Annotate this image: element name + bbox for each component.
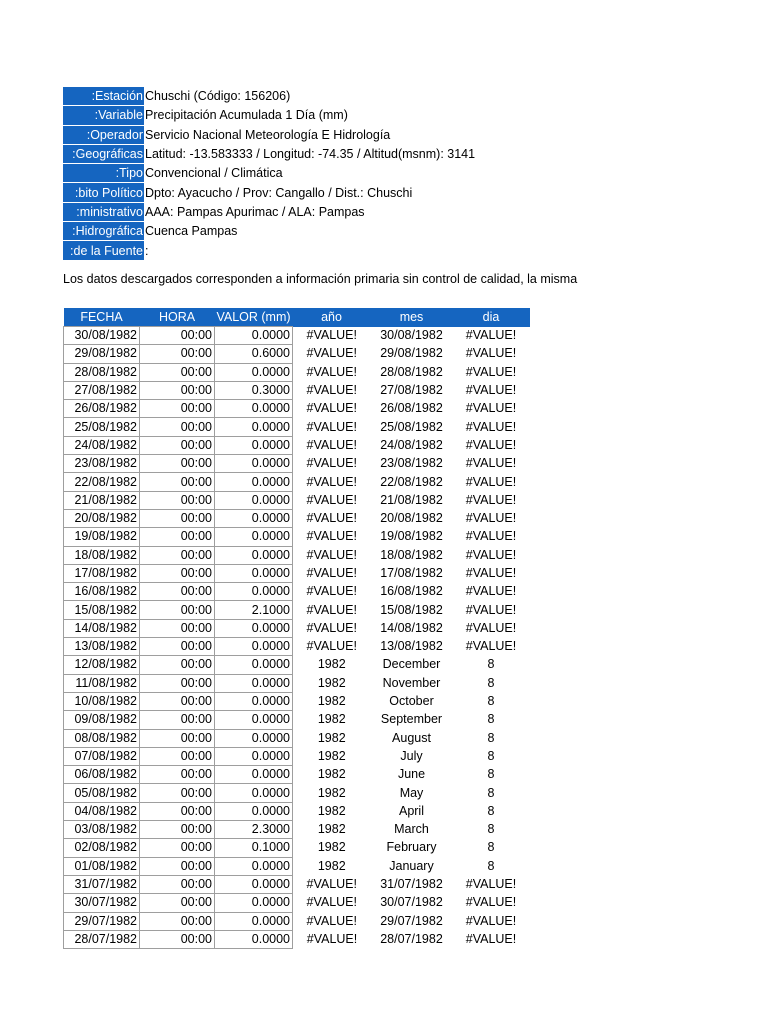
fecha-cell: 25/08/1982 <box>64 418 140 436</box>
table-row <box>64 839 531 857</box>
fecha-cell: 20/08/1982 <box>64 509 140 527</box>
hora-cell: 00:00 <box>140 875 215 893</box>
valor-cell: 0.0000 <box>215 912 293 930</box>
fecha-cell: 17/08/1982 <box>64 564 140 582</box>
valor-cell: 0.0000 <box>215 674 293 692</box>
mes-cell: 15/08/1982 <box>380 602 443 617</box>
valor-cell: 0.1000 <box>215 839 293 857</box>
mes-cell: August <box>392 730 431 745</box>
table-header-row <box>64 308 531 327</box>
ano-cell: #VALUE! <box>306 492 357 507</box>
hora-cell: 00:00 <box>140 747 215 765</box>
mes-cell: 30/08/1982 <box>380 328 443 343</box>
mes-cell: June <box>397 767 426 782</box>
station-field-row <box>63 144 475 163</box>
station-field-label: Variable: <box>63 106 144 125</box>
fecha-cell: 23/08/1982 <box>64 455 140 473</box>
mes-cell: March <box>394 822 429 837</box>
ano-cell: #VALUE! <box>306 602 357 617</box>
hora-cell: 00:00 <box>140 473 215 491</box>
station-field-value: Convencional / Climática <box>145 166 283 181</box>
valor-cell: 0.0000 <box>215 509 293 527</box>
precipitation-table <box>63 308 531 949</box>
ano-cell: 1982 <box>317 748 346 763</box>
station-info-body <box>63 87 475 260</box>
table-row <box>64 436 531 454</box>
fecha-cell: 22/08/1982 <box>64 473 140 491</box>
dia-cell: #VALUE! <box>465 931 517 946</box>
ano-cell: #VALUE! <box>306 877 357 892</box>
valor-cell: 0.0000 <box>215 491 293 509</box>
fecha-cell: 30/07/1982 <box>64 894 140 912</box>
station-field-label: Estación: <box>63 87 144 106</box>
table-row <box>64 821 531 839</box>
hora-cell: 00:00 <box>140 674 215 692</box>
station-field-row <box>63 222 475 241</box>
station-field-value: : <box>145 243 149 258</box>
valor-cell: 0.0000 <box>215 692 293 710</box>
fecha-cell: 04/08/1982 <box>64 802 140 820</box>
fecha-cell: 05/08/1982 <box>64 784 140 802</box>
mes-cell: 27/08/1982 <box>380 383 443 398</box>
valor-cell: 2.1000 <box>215 601 293 619</box>
mes-cell: April <box>398 803 424 818</box>
fecha-cell: 19/08/1982 <box>64 528 140 546</box>
ano-cell: #VALUE! <box>306 456 357 471</box>
valor-cell: 0.0000 <box>215 363 293 381</box>
fecha-cell: 10/08/1982 <box>64 692 140 710</box>
table-row <box>64 418 531 436</box>
ano-cell: #VALUE! <box>306 639 357 654</box>
dia-cell: #VALUE! <box>465 437 517 452</box>
ano-cell: #VALUE! <box>306 511 357 526</box>
valor-cell: 0.0000 <box>215 564 293 582</box>
hora-cell: 00:00 <box>140 619 215 637</box>
dia-cell: 8 <box>487 657 495 672</box>
dia-cell: #VALUE! <box>465 328 517 343</box>
dia-cell: #VALUE! <box>465 474 517 489</box>
hora-cell: 00:00 <box>140 491 215 509</box>
dia-cell: 8 <box>487 803 495 818</box>
hora-cell: 00:00 <box>140 912 215 930</box>
table-row <box>64 381 531 399</box>
table-body <box>64 327 531 949</box>
mes-cell: 28/07/1982 <box>380 931 443 946</box>
mes-cell: November <box>382 675 441 690</box>
mes-cell: 17/08/1982 <box>380 566 443 580</box>
fecha-cell: 02/08/1982 <box>64 839 140 857</box>
table-row <box>64 875 531 893</box>
mes-cell: 19/08/1982 <box>380 529 443 544</box>
mes-cell: September <box>380 712 443 727</box>
station-field-value: Chuschi (Código: 156206) <box>145 89 291 104</box>
mes-cell: 29/08/1982 <box>380 346 443 361</box>
table-row <box>64 619 531 637</box>
ano-cell: #VALUE! <box>306 364 357 379</box>
valor-cell: 2.3000 <box>215 821 293 839</box>
station-field-label: Tipo: <box>63 164 144 183</box>
fecha-cell: 24/08/1982 <box>64 436 140 454</box>
mes-cell: 16/08/1982 <box>380 584 443 599</box>
ano-cell: 1982 <box>317 730 346 745</box>
valor-cell: 0.0000 <box>215 930 293 948</box>
dia-cell: #VALUE! <box>465 492 517 507</box>
header-valor: VALOR (mm) <box>215 308 293 327</box>
dia-cell: #VALUE! <box>465 602 517 617</box>
ano-cell: #VALUE! <box>306 913 357 928</box>
dia-cell: 8 <box>487 767 495 782</box>
dia-cell: 8 <box>487 822 495 837</box>
fecha-cell: 21/08/1982 <box>64 491 140 509</box>
dia-cell: #VALUE! <box>465 584 517 599</box>
dia-cell: 8 <box>487 748 495 763</box>
mes-cell: October <box>389 694 434 709</box>
fecha-cell: 31/07/1982 <box>64 875 140 893</box>
station-field-value: Servicio Nacional Meteorología E Hidrología <box>145 127 391 142</box>
valor-cell: 0.0000 <box>215 894 293 912</box>
station-field-label: ministrativo: <box>63 202 144 221</box>
hora-cell: 00:00 <box>140 729 215 747</box>
ano-cell: #VALUE! <box>306 346 357 361</box>
station-field-value: Precipitación Acumulada 1 Día (mm) <box>145 108 348 123</box>
dia-cell: #VALUE! <box>465 511 517 526</box>
hora-cell: 00:00 <box>140 509 215 527</box>
fecha-cell: 30/08/1982 <box>64 327 140 345</box>
table-row <box>64 564 531 582</box>
table-row <box>64 491 531 509</box>
station-field-label: bito Político: <box>63 183 144 202</box>
station-field-row <box>63 202 475 221</box>
hora-cell: 00:00 <box>140 692 215 710</box>
dia-cell: 8 <box>487 675 495 690</box>
dia-cell: #VALUE! <box>465 639 517 654</box>
dia-cell: #VALUE! <box>465 456 517 471</box>
fecha-cell: 12/08/1982 <box>64 656 140 674</box>
fecha-cell: 03/08/1982 <box>64 821 140 839</box>
table-row <box>64 711 531 729</box>
mes-cell: 21/08/1982 <box>380 492 443 507</box>
ano-cell: #VALUE! <box>306 383 357 398</box>
dia-cell: #VALUE! <box>465 383 517 398</box>
valor-cell: 0.0000 <box>215 619 293 637</box>
fecha-cell: 27/08/1982 <box>64 381 140 399</box>
fecha-cell: 26/08/1982 <box>64 400 140 418</box>
station-field-row <box>63 87 475 106</box>
table-row <box>64 455 531 473</box>
mes-cell: 28/08/1982 <box>380 364 443 379</box>
station-field-label: Geográficas: <box>63 144 144 163</box>
ano-cell: 1982 <box>317 858 346 873</box>
table-row <box>64 729 531 747</box>
dia-cell: 8 <box>487 785 495 800</box>
dia-cell: #VALUE! <box>465 401 517 416</box>
header-ano: año <box>293 308 372 327</box>
ano-cell: #VALUE! <box>306 401 357 416</box>
mes-cell: January <box>389 858 434 873</box>
station-field-row <box>63 183 475 202</box>
fecha-cell: 15/08/1982 <box>64 601 140 619</box>
table-row <box>64 784 531 802</box>
fecha-cell: 13/08/1982 <box>64 638 140 656</box>
header-hora: HORA <box>140 308 215 327</box>
hora-cell: 00:00 <box>140 564 215 582</box>
mes-cell: 31/07/1982 <box>380 877 443 892</box>
mes-cell: 23/08/1982 <box>380 456 443 471</box>
hora-cell: 00:00 <box>140 638 215 656</box>
dia-cell: 8 <box>487 840 495 855</box>
station-field-value: Dpto: Ayacucho / Prov: Cangallo / Dist.: Chuschi <box>145 185 413 200</box>
hora-cell: 00:00 <box>140 363 215 381</box>
ano-cell: #VALUE! <box>306 931 358 946</box>
mes-cell: 18/08/1982 <box>380 547 443 562</box>
table-row <box>64 345 531 363</box>
hora-cell: 00:00 <box>140 802 215 820</box>
fecha-cell: 16/08/1982 <box>64 583 140 601</box>
fecha-cell: 18/08/1982 <box>64 546 140 564</box>
fecha-cell: 28/08/1982 <box>64 363 140 381</box>
fecha-cell: 29/07/1982 <box>64 912 140 930</box>
valor-cell: 0.0000 <box>215 784 293 802</box>
valor-cell: 0.3000 <box>215 381 293 399</box>
mes-cell: 14/08/1982 <box>380 620 443 635</box>
fecha-cell: 11/08/1982 <box>64 674 140 692</box>
ano-cell: #VALUE! <box>306 547 357 562</box>
dia-cell: 8 <box>487 730 495 745</box>
ano-cell: 1982 <box>317 785 346 800</box>
station-field-row <box>63 164 475 183</box>
ano-cell: #VALUE! <box>306 529 357 544</box>
table-row <box>64 930 531 948</box>
table-row <box>64 656 531 674</box>
hora-cell: 00:00 <box>140 711 215 729</box>
fecha-cell: 08/08/1982 <box>64 729 140 747</box>
table-row <box>64 509 531 527</box>
table-row <box>64 473 531 491</box>
valor-cell: 0.0000 <box>215 436 293 454</box>
dia-cell: 8 <box>487 712 495 727</box>
valor-cell: 0.0000 <box>215 656 293 674</box>
valor-cell: 0.0000 <box>215 528 293 546</box>
fecha-cell: 28/07/1982 <box>64 930 140 948</box>
ano-cell: #VALUE! <box>306 620 357 635</box>
dia-cell: 8 <box>487 694 495 709</box>
station-info-table <box>63 87 475 261</box>
ano-cell: 1982 <box>317 767 346 782</box>
station-field-label: de la Fuente: <box>63 241 144 260</box>
dia-cell: #VALUE! <box>465 364 517 379</box>
station-field-value: Cuenca Pampas <box>145 224 238 239</box>
ano-cell: #VALUE! <box>306 437 357 452</box>
hora-cell: 00:00 <box>140 418 215 436</box>
table-row <box>64 802 531 820</box>
hora-cell: 00:00 <box>140 455 215 473</box>
dia-cell: #VALUE! <box>465 895 517 910</box>
fecha-cell: 29/08/1982 <box>64 345 140 363</box>
valor-cell: 0.0000 <box>215 327 293 345</box>
hora-cell: 00:00 <box>140 327 215 345</box>
valor-cell: 0.0000 <box>215 546 293 564</box>
header-mes: mes <box>371 308 452 327</box>
table-row <box>64 747 531 765</box>
valor-cell: 0.0000 <box>215 875 293 893</box>
mes-cell: May <box>399 785 424 800</box>
ano-cell: 1982 <box>317 803 346 818</box>
table-row <box>64 857 531 875</box>
valor-cell: 0.0000 <box>215 473 293 491</box>
valor-cell: 0.6000 <box>215 345 293 363</box>
valor-cell: 0.0000 <box>215 747 293 765</box>
table-row <box>64 327 531 345</box>
ano-cell: #VALUE! <box>306 474 357 489</box>
ano-cell: #VALUE! <box>306 895 357 910</box>
ano-cell: #VALUE! <box>306 328 357 343</box>
fecha-cell: 06/08/1982 <box>64 766 140 784</box>
hora-cell: 00:00 <box>140 528 215 546</box>
mes-cell: February <box>386 840 437 855</box>
station-field-row <box>63 125 475 144</box>
table-row <box>64 912 531 930</box>
hora-cell: 00:00 <box>140 766 215 784</box>
table-row <box>64 894 531 912</box>
hora-cell: 00:00 <box>140 839 215 857</box>
header-fecha: FECHA <box>64 308 140 327</box>
ano-cell: #VALUE! <box>306 566 357 580</box>
dia-cell: #VALUE! <box>465 566 517 580</box>
dia-cell: #VALUE! <box>465 877 517 892</box>
fecha-cell: 01/08/1982 <box>64 857 140 875</box>
mes-cell: 22/08/1982 <box>380 474 443 489</box>
valor-cell: 0.0000 <box>215 583 293 601</box>
table-row <box>64 363 531 381</box>
ano-cell: #VALUE! <box>306 584 357 599</box>
mes-cell: 13/08/1982 <box>380 639 443 654</box>
hora-cell: 00:00 <box>140 583 215 601</box>
station-field-value: AAA: Pampas Apurimac / ALA: Pampas <box>145 204 365 219</box>
table-row <box>64 766 531 784</box>
valor-cell: 0.0000 <box>215 766 293 784</box>
hora-cell: 00:00 <box>140 345 215 363</box>
table-row <box>64 400 531 418</box>
hora-cell: 00:00 <box>140 656 215 674</box>
hora-cell: 00:00 <box>140 784 215 802</box>
ano-cell: 1982 <box>317 822 346 837</box>
mes-cell: 30/07/1982 <box>380 895 443 910</box>
header-dia: dia <box>452 308 530 327</box>
hora-cell: 00:00 <box>140 546 215 564</box>
mes-cell: December <box>382 657 441 672</box>
table-row <box>64 546 531 564</box>
hora-cell: 00:00 <box>140 821 215 839</box>
valor-cell: 0.0000 <box>215 418 293 436</box>
dia-cell: #VALUE! <box>465 529 517 544</box>
valor-cell: 0.0000 <box>215 638 293 656</box>
ano-cell: 1982 <box>317 712 346 727</box>
table-row <box>64 583 531 601</box>
valor-cell: 0.0000 <box>215 400 293 418</box>
hora-cell: 00:00 <box>140 601 215 619</box>
station-field-value: Latitud: -13.583333 / Longitud: -74.35 / Altitud(msnm): 3141 <box>145 147 476 162</box>
ano-cell: #VALUE! <box>306 419 357 434</box>
dia-cell: #VALUE! <box>465 620 517 635</box>
hora-cell: 00:00 <box>140 930 215 948</box>
ano-cell: 1982 <box>317 694 346 709</box>
station-field-label: Hidrográfica: <box>63 222 144 241</box>
mes-cell: 26/08/1982 <box>380 401 443 416</box>
table-row <box>64 674 531 692</box>
mes-cell: 20/08/1982 <box>380 511 443 526</box>
station-field-row <box>63 241 475 260</box>
valor-cell: 0.0000 <box>215 455 293 473</box>
station-field-row <box>63 106 475 125</box>
station-field-label: Operador: <box>63 125 144 144</box>
mes-cell: 24/08/1982 <box>380 437 443 452</box>
fecha-cell: 09/08/1982 <box>64 711 140 729</box>
hora-cell: 00:00 <box>140 381 215 399</box>
table-row <box>64 638 531 656</box>
mes-cell: July <box>400 748 423 763</box>
mes-cell: 25/08/1982 <box>380 419 443 434</box>
ano-cell: 1982 <box>317 675 346 690</box>
dia-cell: #VALUE! <box>465 547 517 562</box>
valor-cell: 0.0000 <box>215 729 293 747</box>
hora-cell: 00:00 <box>140 857 215 875</box>
table-row <box>64 601 531 619</box>
hora-cell: 00:00 <box>140 436 215 454</box>
valor-cell: 0.0000 <box>215 711 293 729</box>
valor-cell: 0.0000 <box>215 802 293 820</box>
hora-cell: 00:00 <box>140 894 215 912</box>
fecha-cell: 14/08/1982 <box>64 619 140 637</box>
dia-cell: #VALUE! <box>465 346 517 361</box>
ano-cell: 1982 <box>317 840 346 855</box>
table-row <box>64 692 531 710</box>
table-row <box>64 528 531 546</box>
mes-cell: 29/07/1982 <box>380 913 443 928</box>
disclaimer-note: Los datos descargados corresponden a información primaria sin control de calidad, la misma <box>63 272 578 286</box>
fecha-cell: 07/08/1982 <box>64 747 140 765</box>
dia-cell: #VALUE! <box>465 913 517 928</box>
ano-cell: 1982 <box>317 657 346 672</box>
dia-cell: 8 <box>487 858 495 873</box>
valor-cell: 0.0000 <box>215 857 293 875</box>
hora-cell: 00:00 <box>140 400 215 418</box>
dia-cell: #VALUE! <box>465 419 517 434</box>
